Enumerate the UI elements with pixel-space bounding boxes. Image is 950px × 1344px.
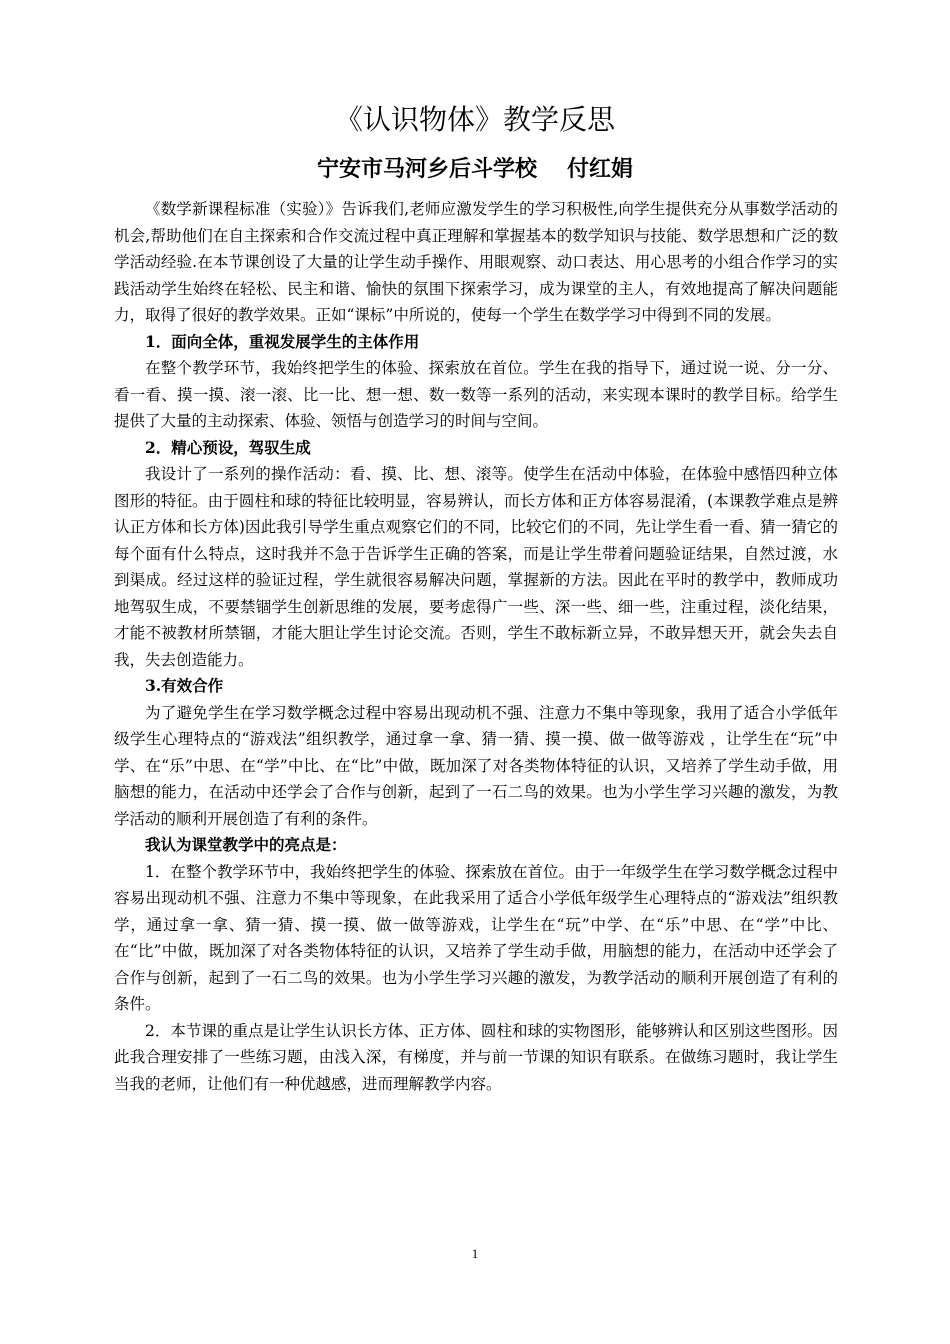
paragraph-section-3: 为了避免学生在学习数学概念过程中容易出现动机不强、注意力不集中等现象，我用了适合小学低年级学生心理特点的“游戏法”组织教学，通过拿一拿、猜一猜、摸一摸、做一做等游戏 ，让学生在“玩”中学、在“乐”中思、在“学”中比、在“比”中做，既加深了对各类物体特征的认识，又培养了学生动手做，用脑想的能力，在活动中还学会了合作与创新，起到了一石二鸟的效果。也为小学生学习兴趣的激发，为教学活动的顺利开展创造了有利的条件。: [114, 703, 838, 828]
highlights-heading: 我认为课堂教学中的亮点是：: [145, 835, 347, 854]
paragraph-highlight-2: 2．本节课的重点是让学生认识长方体、正方体、圆柱和球的实物图形，能够辨认和区别这些图形。因此我合理安排了一些练习题，由浅入深，有梯度，并与前一节课的知识有联系。在做练习题时，我让学生当我的老师，让他们有一种优越感，进而理解教学内容。: [114, 1021, 838, 1093]
paragraph-section-2: 我设计了一系列的操作活动：看、摸、比、想、滚等。使学生在活动中体验，在体验中感悟四种立体图形的特征。由于圆柱和球的特征比较明显，容易辨认，而长方体和正方体容易混淆，(本课教学难点是辨认正方体和长方体)因此我引导学生重点观察它们的不同，比较它们的不同，先让学生看一看、猜一猜它的每个面有什么特点，这时我并不急于告诉学生正确的答案，而是让学生带着问题验证结果，自然过渡，水到渠成。经过这样的验证过程，学生就很容易解决问题，掌握新的方法。因此在平时的教学中，教师成功地驾驭生成，不要禁锢学生创新思维的发展，要考虑得广一些、深一些、细一些，注重过程，淡化结果，才能不被教材所禁锢，才能大胆让学生讨论交流。否则，学生不敢标新立异，不敢异想天开，就会失去自我，失去创造能力。: [114, 465, 838, 669]
author-name: 付红娟: [567, 156, 634, 182]
author-school: 宁安市马河乡后斗学校: [316, 156, 537, 182]
document-title: 《认识物体》教学反思: [334, 103, 615, 136]
page-number: 1: [471, 1246, 479, 1261]
section-heading-1: 1．面向全体，重视发展学生的主体作用: [145, 331, 420, 351]
paragraph-section-1: 在整个教学环节，我始终把学生的体验、探索放在首位。学生在我的指导下，通过说一说、分一分、看一看、摸一摸、滚一滚、比一比、想一想、数一数等一系列的活动，来实现本课时的教学目标。给学生提供了大量的主动探索、体验、领悟与创造学习的时间与空间。: [114, 359, 838, 430]
section-heading-3: 3.有效合作: [145, 676, 224, 695]
author-line: [0, 152, 950, 186]
document-body: [114, 196, 838, 1097]
section-heading-2: 2．精心预设，驾驭生成: [145, 437, 311, 457]
paragraph-intro: 《数学新课程标准（实验）》告诉我们,老师应激发学生的学习积极性,向学生提供充分从事数学活动的机会,帮助他们在自主探索和合作交流过程中真正理解和掌握基本的数学知识与技能、数学思想和广泛的数学活动经验.在本节课创设了大量的让学生动手操作、用眼观察、动口表达、用心思考的小组合作学习的实践活动学生始终在轻松、民主和谐、愉快的氛围下探索学习，成为课堂的主人，有效地提高了解决问题能力，取得了很好的教学效果。正如“课标”中所说的，使每一个学生在数学学习中得到不同的发展。: [114, 200, 838, 324]
paragraph-highlight-1: 1．在整个教学环节中，我始终把学生的体验、探索放在首位。由于一年级学生在学习数学概念过程中容易出现动机不强、注意力不集中等现象，在此我采用了适合小学低年级学生心理特点的“游戏法”组织教学，通过拿一拿、猜一猜、摸一摸、做一做等游戏，让学生在“玩”中学、在“乐”中思、在“学”中比、在“比”中做，既加深了对各类物体特征的认识，又培养了学生动手做，用脑想的能力，在活动中还学会了合作与创新，起到了一石二鸟的效果。也为小学生学习兴趣的激发，为教学活动的顺利开展创造了有利的条件。: [114, 862, 838, 1013]
